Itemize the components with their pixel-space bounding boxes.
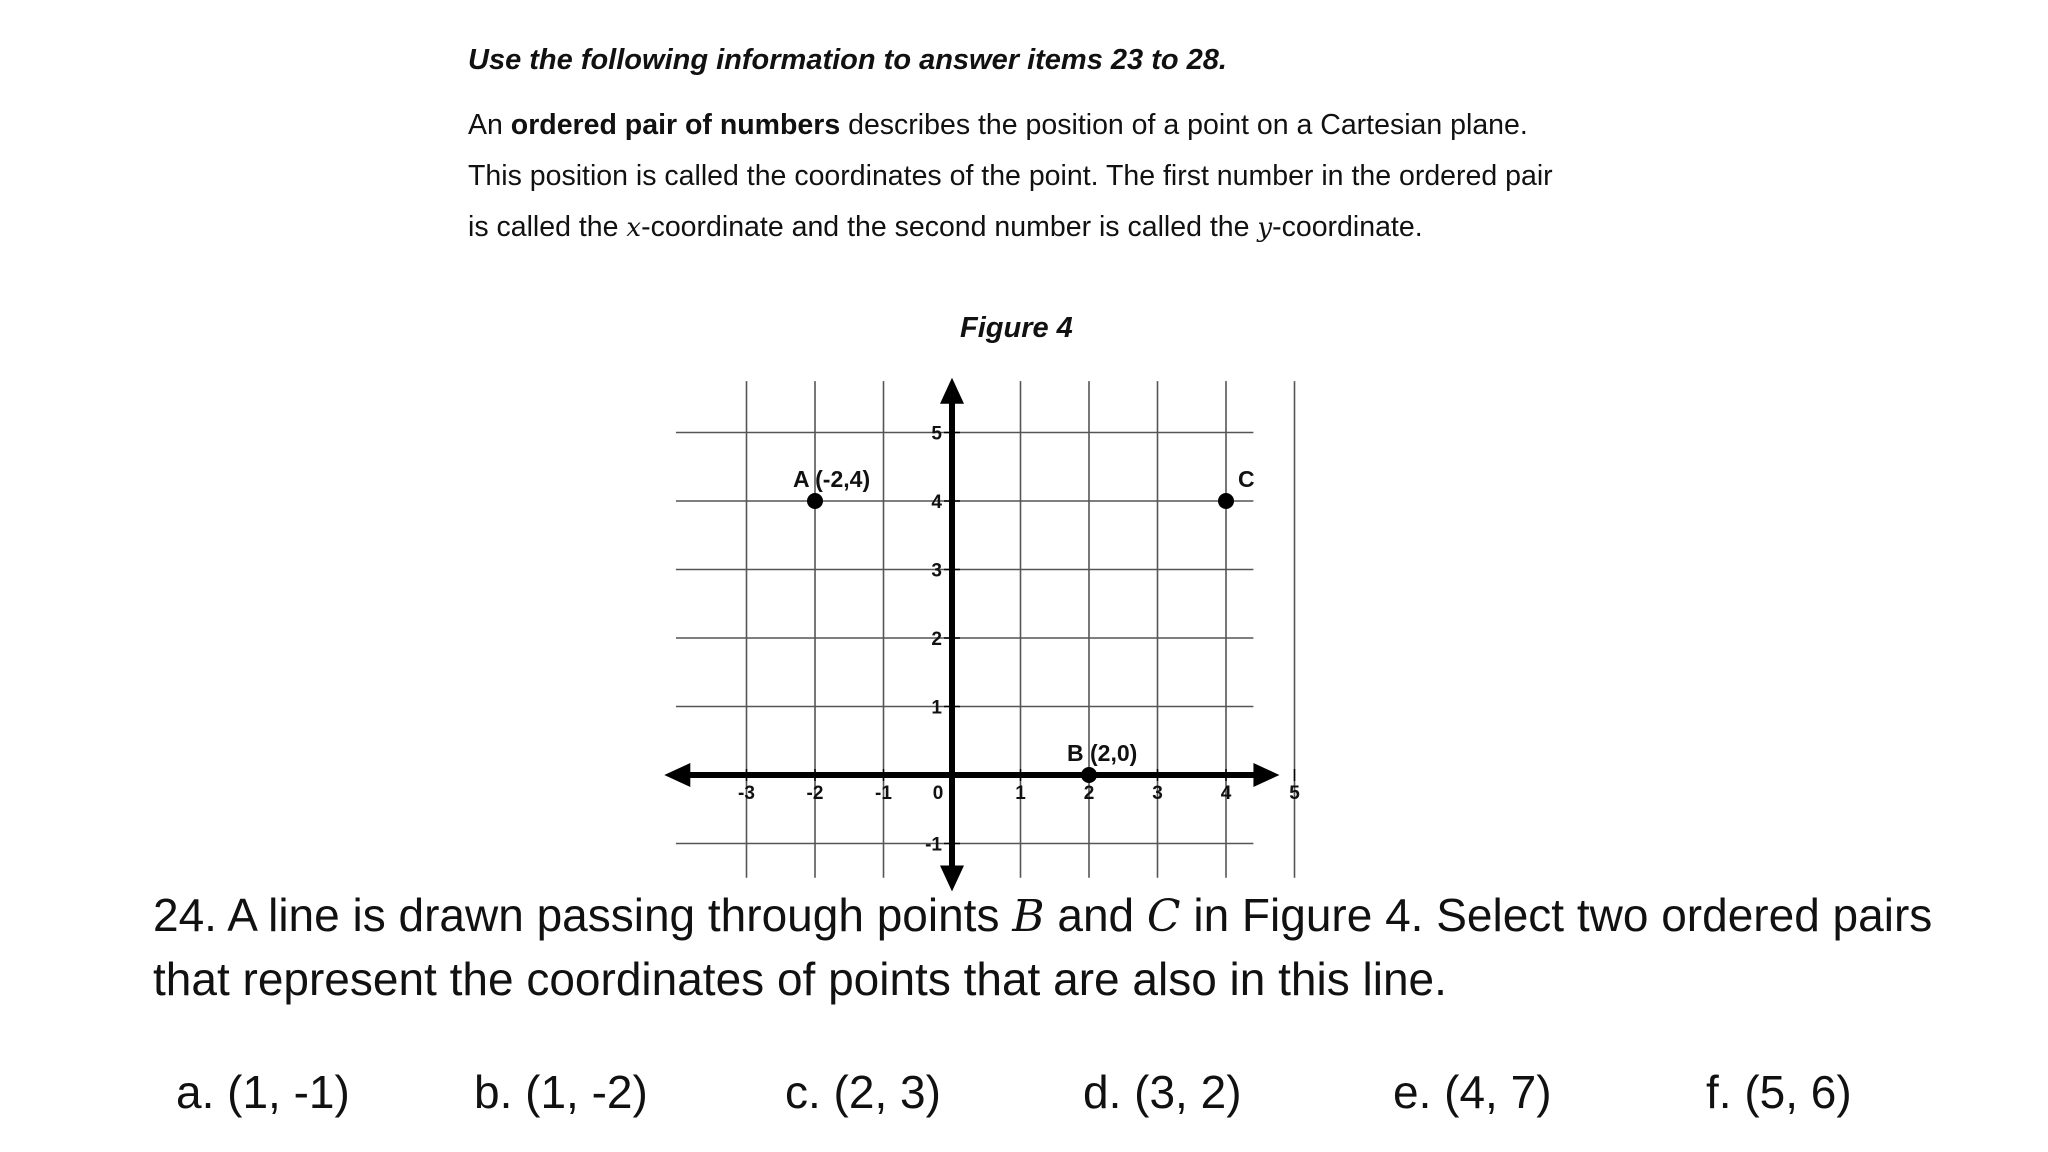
y-tick-label: 2 (931, 629, 942, 650)
point-label-c: C (1238, 466, 1255, 492)
info-text: An (468, 109, 511, 141)
info-text: -coordinate. (1272, 211, 1423, 243)
choice-d[interactable]: d. (3, 2) (1083, 1066, 1242, 1118)
point-b (1081, 767, 1097, 783)
grid (676, 381, 1295, 878)
choice-e[interactable]: e. (4, 7) (1393, 1066, 1552, 1118)
x-tick-label: 4 (1220, 783, 1232, 804)
info-heading: Use the following information to answer items 23 to 28. (468, 44, 1227, 76)
info-bold-term: ordered pair of numbers (510, 109, 841, 141)
point-c (1218, 493, 1234, 509)
point-label-b: B (2,0) (1067, 740, 1138, 766)
x-tick-label: 3 (1152, 783, 1163, 804)
x-variable: x (626, 213, 642, 243)
choice-f[interactable]: f. (5, 6) (1706, 1066, 1852, 1118)
question-suffix: in Figure 4. Select two ordered pairs that represent the coordinates of points that are also in this line. (153, 889, 1933, 1005)
info-text: describes the position of a point on a Cartesian plane. (840, 109, 1528, 141)
question-prefix: 24. A line is drawn passing through points (153, 889, 1013, 941)
y-variable: y (1257, 213, 1273, 243)
x-axis-arrow-left (664, 763, 690, 787)
x-tick-label: 1 (1015, 783, 1026, 804)
variable-b: B (1012, 891, 1045, 942)
figure-title: Figure 4 (960, 312, 1073, 344)
y-tick-label: 1 (931, 697, 942, 719)
x-tick-label: 2 (1083, 783, 1095, 804)
point-label-a: A (-2,4) (793, 466, 871, 492)
info-text: is called the (468, 211, 627, 243)
choice-b[interactable]: b. (1, -2) (474, 1066, 648, 1118)
question-and: and (1044, 889, 1147, 941)
x-tick-label: 0 (932, 783, 944, 804)
info-text: -coordinate and the second number is called the (641, 211, 1258, 243)
question-text (153, 884, 2003, 1011)
x-tick-label: 5 (1289, 783, 1300, 804)
x-tick-label: -1 (875, 783, 892, 804)
points (793, 466, 1255, 783)
axes (664, 378, 1279, 892)
y-tick-label: 5 (931, 423, 942, 445)
variable-c: C (1146, 891, 1181, 942)
info-text: This position is called the coordinates of the point. The first number in the ordered pair (468, 160, 1553, 192)
y-tick-label: 3 (931, 560, 942, 582)
x-axis-arrow-right (1253, 763, 1279, 787)
choice-a[interactable]: a. (1, -1) (176, 1066, 350, 1118)
x-tick-label: -3 (738, 783, 755, 804)
y-tick-label: 4 (931, 492, 942, 513)
x-tick-label: -2 (806, 783, 824, 804)
y-tick-label: -1 (925, 834, 942, 856)
y-axis-arrow-up (940, 378, 964, 404)
choice-c[interactable]: c. (2, 3) (785, 1066, 941, 1118)
point-a (807, 493, 823, 509)
